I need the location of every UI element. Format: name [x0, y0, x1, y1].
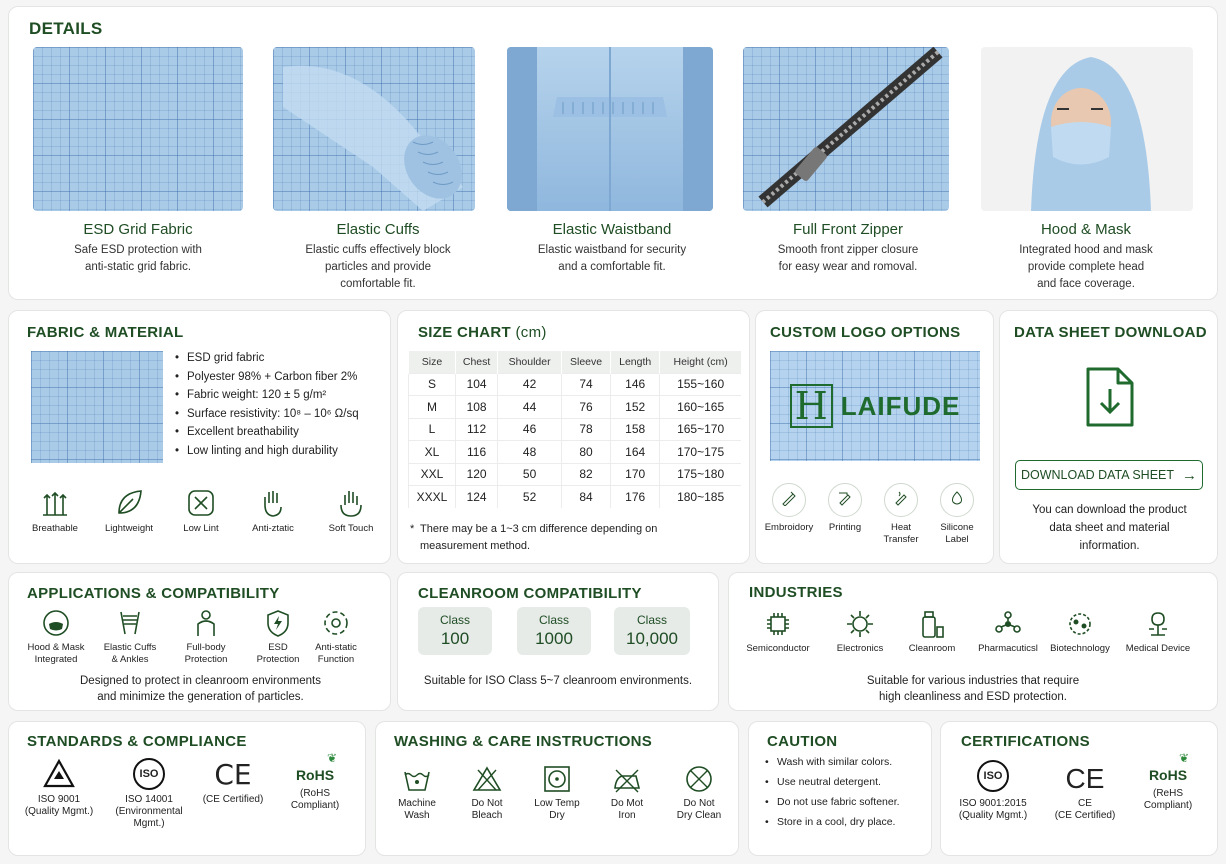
feature-label: Lightweight [104, 523, 154, 534]
breathable-icon [39, 487, 71, 519]
option-label: Heat Transfer [883, 522, 919, 545]
sleeve-illustration [273, 47, 475, 211]
fabric-spec: • Surface resistivity: 10⁸ – 10⁶ Ω/sq [175, 405, 359, 424]
feature-label: Low Lint [183, 523, 219, 534]
iso-mark: ISO [983, 770, 1003, 782]
table-cell: 48 [498, 441, 562, 464]
rohs-mark: RoHS [1148, 767, 1188, 783]
industries-caption: Suitable for various industries that require high cleanliness and ESD protection. [866, 675, 1080, 703]
printing-icon [828, 483, 862, 517]
iso-logo-icon [977, 760, 1009, 792]
no-bleach-icon [472, 764, 502, 794]
table-cell: 78 [562, 418, 611, 441]
anti-static-hand-icon [257, 487, 289, 519]
table-cell: 165~170 [660, 418, 741, 441]
table-cell: M [409, 396, 456, 419]
table-row [409, 418, 742, 441]
details-panel [8, 6, 1218, 300]
standard-label: (CE Certified) [202, 794, 264, 805]
table-row [409, 463, 742, 486]
table-cell: 74 [562, 373, 611, 396]
care-label: Machine Wash [398, 798, 436, 821]
silicone-label-icon [940, 483, 974, 517]
industries-panel [728, 572, 1218, 711]
care-label: Do Not Bleach [471, 798, 503, 821]
caution-item: • Store in a cool, dry place. [765, 812, 900, 832]
lightweight-feature [101, 487, 157, 535]
fabric-spec: • Fabric weight: 120 ± 5 g/m² [175, 386, 359, 405]
class-100-badge [418, 607, 492, 655]
elastic-waistband-image [507, 47, 713, 211]
option-label: Printing [828, 522, 862, 533]
standard-label: ISO 14001 (Environmental Mgmt.) [115, 794, 183, 829]
detail-text: Elastic waistband for security and a comfortable fit. [537, 244, 687, 273]
size-chart-heading [418, 324, 547, 341]
no-dry-clean-icon [684, 764, 714, 794]
class-label: Class [439, 613, 470, 627]
data-sheet-panel [999, 310, 1218, 564]
rohs-leaf-icon: ❦ [1178, 751, 1189, 765]
fabric-swatch [31, 351, 163, 463]
class-value: 10,000 [626, 629, 678, 648]
size-chart-title: SIZE CHART [418, 324, 511, 341]
table-cell: 112 [456, 418, 498, 441]
applications-heading: APPLICATIONS & COMPATIBILITY [27, 585, 280, 602]
feature-label: Soft Touch [328, 523, 374, 534]
app-esd-protection [245, 608, 311, 666]
iso-logo-icon [133, 758, 165, 790]
table-cell: 50 [498, 463, 562, 486]
note-star: * [410, 523, 415, 535]
certifications-heading: CERTIFICATIONS [961, 733, 1090, 750]
col-header: Length [611, 351, 660, 373]
logo-sample [770, 351, 980, 461]
anti-static-icon [321, 608, 351, 638]
standard-label: (RoHS Compliant) [290, 788, 340, 811]
table-cell: 80 [562, 441, 611, 464]
detail-text: Smooth front zipper closure for easy wear and romoval. [777, 244, 919, 273]
caution-panel [748, 721, 932, 856]
size-chart-panel [397, 310, 750, 564]
machine-wash-icon [402, 764, 432, 794]
care-machine-wash [388, 764, 446, 822]
front-zipper-image [743, 47, 949, 211]
detail-full-front-zipper [743, 47, 953, 276]
industries-heading: INDUSTRIES [749, 584, 843, 601]
table-cell: 116 [456, 441, 498, 464]
leaf-icon [113, 487, 145, 519]
col-header: Height (cm) [660, 351, 741, 373]
industry-pharmaceutical [969, 609, 1047, 655]
col-header: Chest [456, 351, 498, 373]
table-cell: 176 [611, 486, 660, 509]
col-header: Shoulder [498, 351, 562, 373]
elastic-cuffs-icon [115, 608, 145, 638]
app-label: Anti-static Function [315, 642, 357, 665]
table-header-row [409, 351, 742, 373]
esd-grid-fabric-image [33, 47, 243, 211]
class-label: Class [636, 613, 667, 627]
logo-option-printing[interactable] [818, 483, 872, 534]
washing-panel [375, 721, 739, 856]
hood-mask-icon [41, 608, 71, 638]
standard-ce [195, 758, 271, 806]
fabric-specs-list [175, 349, 359, 460]
note-text: There may be a 1~3 cm difference depending on measurement method. [420, 523, 658, 552]
table-cell: 158 [611, 418, 660, 441]
care-label: Low Temp Dry [534, 798, 580, 821]
heat-transfer-icon [884, 483, 918, 517]
detail-text: Safe ESD protection with anti-static grid fabric. [74, 244, 202, 273]
detail-hood-mask [981, 47, 1191, 293]
table-cell: 108 [456, 396, 498, 419]
table-row [409, 486, 742, 509]
cert-ce [1045, 762, 1125, 822]
size-chart-unit: (cm) [515, 324, 547, 341]
full-body-icon [191, 608, 221, 638]
breathable-feature [27, 487, 83, 535]
fabric-heading: FABRIC & MATERIAL [27, 324, 184, 341]
table-row [409, 441, 742, 464]
fabric-spec: • Polyester 98% + Carbon fiber 2% [175, 368, 359, 387]
table-cell: 84 [562, 486, 611, 509]
industry-label: Electronics [836, 643, 884, 654]
custom-logo-panel [755, 310, 994, 564]
table-cell: 152 [611, 396, 660, 419]
download-button-label: DOWNLOAD DATA SHEET [1020, 468, 1175, 482]
standard-label: ISO 9001 (Quality Mgmt.) [24, 794, 94, 817]
table-cell: XL [409, 441, 456, 464]
col-header: Size [409, 351, 456, 373]
fabric-spec: • ESD grid fabric [175, 349, 359, 368]
download-description: You can download the product data sheet and material information. [1032, 504, 1187, 552]
care-do-not-dry-clean [670, 764, 728, 822]
table-row [409, 373, 742, 396]
caution-heading: CAUTION [767, 733, 838, 750]
care-do-not-bleach [458, 764, 516, 822]
standards-heading: STANDARDS & COMPLIANCE [27, 733, 247, 750]
hood-mask-image [981, 47, 1193, 211]
industry-label: Semiconductor [746, 643, 810, 654]
cert-label: ISO 9001:2015 (Quality Mgmt.) [958, 798, 1028, 821]
table-cell: 82 [562, 463, 611, 486]
industry-semiconductor [739, 609, 817, 655]
industry-label: Biotechnology [1050, 643, 1110, 654]
class-value: 1000 [535, 629, 573, 648]
care-label: Do Not Dry Clean [676, 798, 722, 821]
industry-electronics [821, 609, 899, 655]
table-cell: 120 [456, 463, 498, 486]
table-cell: 164 [611, 441, 660, 464]
tumble-dry-icon [542, 764, 572, 794]
size-chart-note [410, 521, 657, 555]
rohs-leaf-icon: ❦ [326, 751, 337, 765]
table-row [409, 396, 742, 419]
app-anti-static [303, 608, 369, 666]
table-cell: 175~180 [660, 463, 741, 486]
zipper-illustration [743, 47, 949, 211]
no-iron-icon [612, 764, 642, 794]
low-lint-feature [173, 487, 229, 535]
medical-icon [1143, 609, 1173, 639]
table-cell: XXXL [409, 486, 456, 509]
table-cell: 42 [498, 373, 562, 396]
industry-label: Pharmacuticsl [978, 643, 1038, 654]
app-label: Elastic Cuffs & Ankles [103, 642, 157, 665]
class-label: Class [538, 613, 569, 627]
care-do-not-iron [598, 764, 656, 822]
industry-cleanroom [893, 609, 971, 655]
cleanroom-heading: CLEANROOM COMPATIBILITY [418, 585, 642, 602]
file-download-icon [1084, 365, 1136, 429]
waistband-illustration [507, 47, 713, 211]
washing-heading: WASHING & CARE INSTRUCTIONS [394, 733, 653, 750]
size-chart-body [409, 373, 742, 508]
industry-biotechnology [1041, 609, 1119, 655]
logo-option-embroidery[interactable] [762, 483, 816, 534]
cert-iso-9001-2015 [947, 760, 1039, 822]
fabric-spec: • Excellent breathability [175, 423, 359, 442]
logo-option-heat-transfer[interactable] [874, 483, 928, 546]
cert-rohs [1133, 752, 1203, 812]
molecule-icon [993, 609, 1023, 639]
table-cell: 170~175 [660, 441, 741, 464]
table-cell: 52 [498, 486, 562, 509]
table-cell: 170 [611, 463, 660, 486]
caution-list [765, 752, 900, 832]
chip-icon [763, 609, 793, 639]
logo-option-silicone-label[interactable] [930, 483, 984, 546]
class-10000-badge [614, 607, 690, 655]
cert-label: (ReHS Compliant) [1143, 788, 1193, 811]
details-heading: DETAILS [29, 19, 103, 38]
table-cell: 160~165 [660, 396, 741, 419]
industry-medical-device [1119, 609, 1197, 655]
detail-text: Integrated hood and mask provide complete head and face coverage. [1019, 244, 1153, 290]
table-cell: XXL [409, 463, 456, 486]
app-label: ESD Protection [256, 642, 300, 665]
industry-label: Cleanroom [908, 643, 956, 654]
detail-elastic-cuffs [273, 47, 483, 293]
industry-label: Medical Device [1125, 643, 1191, 654]
detail-esd-grid-fabric [33, 47, 243, 276]
applications-caption: Designed to protect in cleanroom environments and minimize the generation of particles. [80, 675, 321, 703]
table-cell: 155~160 [660, 373, 741, 396]
table-cell: 124 [456, 486, 498, 509]
applications-panel [8, 572, 391, 711]
cleanroom-icon [917, 609, 947, 639]
class-value: 100 [440, 629, 470, 648]
table-cell: 104 [456, 373, 498, 396]
arrow-right-icon: → [1182, 466, 1198, 484]
detail-title: ESD Grid Fabric [83, 221, 193, 238]
col-header: Sleeve [562, 351, 611, 373]
hood-illustration [981, 47, 1193, 211]
feature-label: Breathable [32, 523, 78, 534]
option-label: Silicone Label [940, 522, 974, 545]
detail-title: Elastic Waistband [552, 221, 672, 238]
download-data-sheet-button[interactable] [1015, 460, 1203, 490]
shield-bolt-icon [263, 608, 293, 638]
detail-title: Full Front Zipper [792, 221, 904, 238]
embroidery-icon [772, 483, 806, 517]
electronics-icon [845, 609, 875, 639]
feature-label: Anti-ztatic [252, 523, 294, 534]
table-cell: 76 [562, 396, 611, 419]
table-cell: S [409, 373, 456, 396]
low-lint-icon [185, 487, 217, 519]
ce-mark-icon: CE [214, 758, 252, 791]
cleanroom-panel [397, 572, 719, 711]
detail-elastic-waistband [507, 47, 717, 276]
cert-label: CE (CE Certified) [1054, 798, 1116, 821]
care-label: Do Mot Iron [610, 798, 644, 821]
custom-logo-heading: CUSTOM LOGO OPTIONS [770, 324, 961, 341]
detail-text: Elastic cuffs effectively block particles and provide comfortable fit. [305, 244, 451, 290]
care-low-temp-dry [528, 764, 586, 822]
iso-mark: ISO [139, 768, 159, 780]
detail-title: Hood & Mask [1040, 221, 1132, 238]
recycle-triangle-icon [42, 758, 76, 790]
option-label: Embroidory [764, 522, 814, 533]
app-full-body [173, 608, 239, 666]
caution-item: • Do not use fabric softener. [765, 792, 900, 812]
cleanroom-caption: Suitable for ISO Class 5~7 cleanroom environments. [423, 675, 693, 687]
standard-iso-9001 [17, 758, 101, 818]
ce-mark-icon: CE [1065, 763, 1105, 794]
table-cell: 46 [498, 418, 562, 441]
class-1000-badge [517, 607, 591, 655]
standard-rohs [279, 752, 351, 812]
app-elastic-cuffs [97, 608, 163, 666]
table-cell: 44 [498, 396, 562, 419]
table-cell: 146 [611, 373, 660, 396]
standards-panel [8, 721, 366, 856]
standard-iso-14001 [99, 758, 199, 830]
rohs-mark: RoHS [295, 767, 335, 783]
soft-touch-hand-icon [335, 487, 367, 519]
app-label: Full-body Protection [184, 642, 228, 665]
soft-touch-feature [323, 487, 379, 535]
brand-name: LAIFUDE [840, 390, 961, 421]
elastic-cuffs-image [273, 47, 475, 211]
size-chart-table [408, 351, 741, 508]
table-cell: L [409, 418, 456, 441]
fabric-material-panel [8, 310, 391, 564]
app-label: Hood & Mask Integrated [27, 642, 85, 665]
anti-static-feature [245, 487, 301, 535]
caution-item: • Use neutral detergent. [765, 772, 900, 792]
table-cell: 180~185 [660, 486, 741, 509]
fabric-spec: • Low linting and high durability [175, 442, 359, 461]
brand-logo-icon: H [790, 384, 833, 428]
biotech-icon [1065, 609, 1095, 639]
app-hood-mask [23, 608, 89, 666]
caution-item: • Wash with similar colors. [765, 752, 900, 772]
detail-title: Elastic Cuffs [336, 221, 420, 238]
data-sheet-heading: DATA SHEET DOWNLOAD [1014, 324, 1207, 341]
certifications-panel [940, 721, 1218, 856]
